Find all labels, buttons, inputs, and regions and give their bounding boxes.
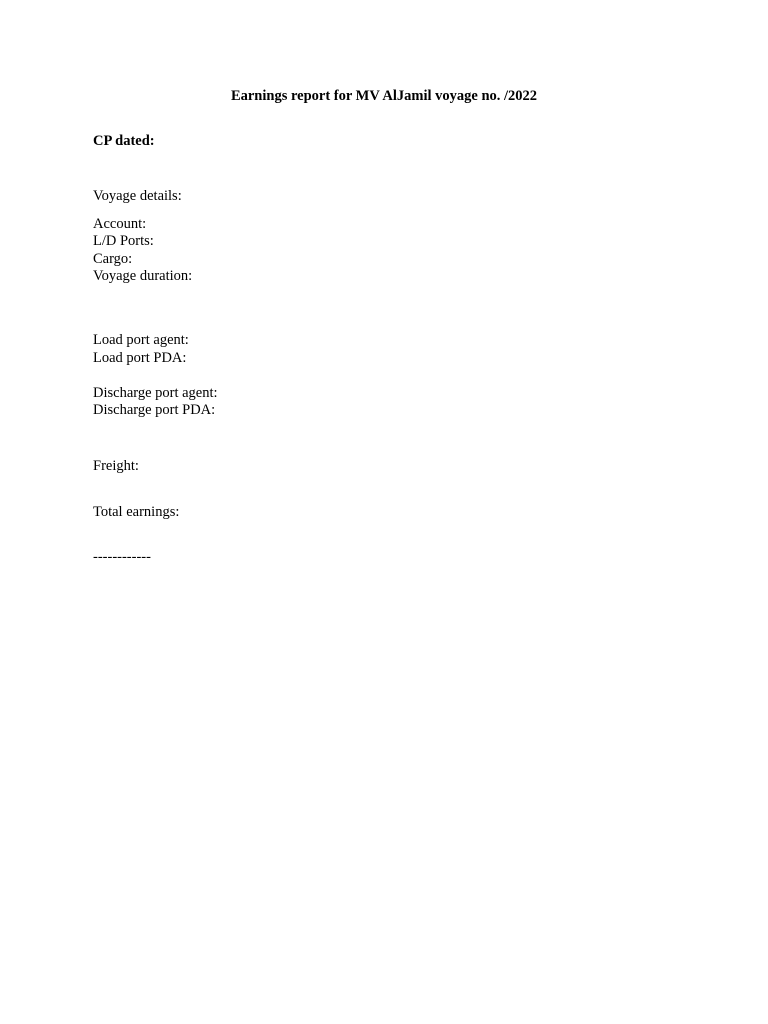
total-earnings-label: Total earnings:: [93, 504, 180, 520]
ld-ports-label: L/D Ports:: [93, 233, 154, 249]
separator-line: ------------: [93, 549, 151, 565]
load-port-pda-label: Load port PDA:: [93, 350, 187, 366]
report-title: Earnings report for MV AlJamil voyage no. /2022: [230, 88, 538, 104]
freight-label: Freight:: [93, 458, 139, 474]
cp-dated-label: CP dated:: [93, 133, 155, 149]
voyage-details-label: Voyage details:: [93, 188, 182, 204]
discharge-port-agent-label: Discharge port agent:: [93, 385, 218, 401]
load-port-agent-label: Load port agent:: [93, 332, 189, 348]
discharge-port-pda-label: Discharge port PDA:: [93, 402, 216, 418]
voyage-duration-label: Voyage duration:: [93, 268, 193, 284]
cargo-label: Cargo:: [93, 251, 133, 267]
account-label: Account:: [93, 216, 147, 232]
